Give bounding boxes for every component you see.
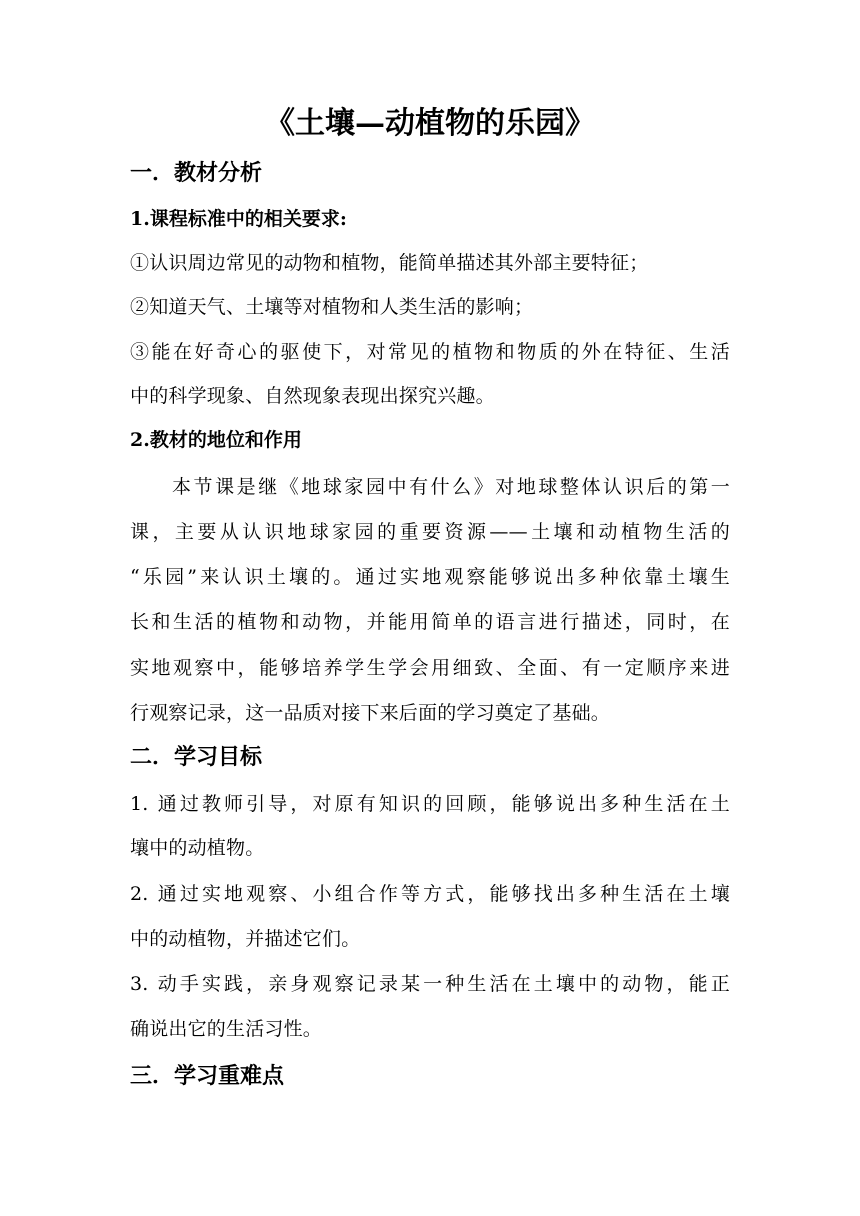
section-heading-learning-goals: 二．学习目标 <box>130 744 263 770</box>
goal-line: 2. 通过实地观察、小组合作等方式，能够找出多种生活在土壤 <box>130 883 730 905</box>
paragraph-line: 课，主要从认识地球家园的重要资源——土壤和动植物生活的 <box>130 521 730 543</box>
goal-line: 壤中的动植物。 <box>130 837 265 859</box>
paragraph-line: 本节课是继《地球家园中有什么》对地球整体认识后的第一 <box>172 476 730 498</box>
goal-line: 确说出它的生活习性。 <box>130 1018 323 1040</box>
paragraph-line: 行观察记录，这一品质对接下来后面的学习奠定了基础。 <box>130 702 611 724</box>
subsection-heading-role-of-textbook: 2.教材的地位和作用 <box>130 429 302 451</box>
goal-line: 3. 动手实践，亲身观察记录某一种生活在土壤中的动物，能正 <box>130 973 730 995</box>
goal-line: 中的动植物，并描述它们。 <box>130 928 361 950</box>
requirement-line: ③能在好奇心的驱使下，对常见的植物和物质的外在特征、生活 <box>130 341 730 363</box>
section-heading-textbook-analysis: 一．教材分析 <box>130 160 263 186</box>
requirement-line: 中的科学现象、自然现象表现出探究兴趣。 <box>130 385 495 407</box>
paragraph-line: “乐园”来认识土壤的。通过实地观察能够说出多种依靠土壤生 <box>130 566 730 588</box>
section-heading-key-difficulties: 三．学习重难点 <box>130 1063 285 1089</box>
requirement-line: ②知道天气、土壤等对植物和人类生活的影响； <box>130 296 534 318</box>
paragraph-line: 实地观察中，能够培养学生学会用细致、全面、有一定顺序来进 <box>130 657 730 679</box>
requirement-line: ①认识周边常见的动物和植物，能简单描述其外部主要特征； <box>130 252 649 274</box>
document-title: 《土壤—动植物的乐园》 <box>265 106 595 141</box>
goal-line: 1. 通过教师引导，对原有知识的回顾，能够说出多种生活在土 <box>130 793 730 815</box>
paragraph-line: 长和生活的植物和动物，并能用简单的语言进行描述，同时，在 <box>130 611 730 633</box>
subsection-heading-curriculum-requirements: 1.课程标准中的相关要求: <box>130 208 347 230</box>
